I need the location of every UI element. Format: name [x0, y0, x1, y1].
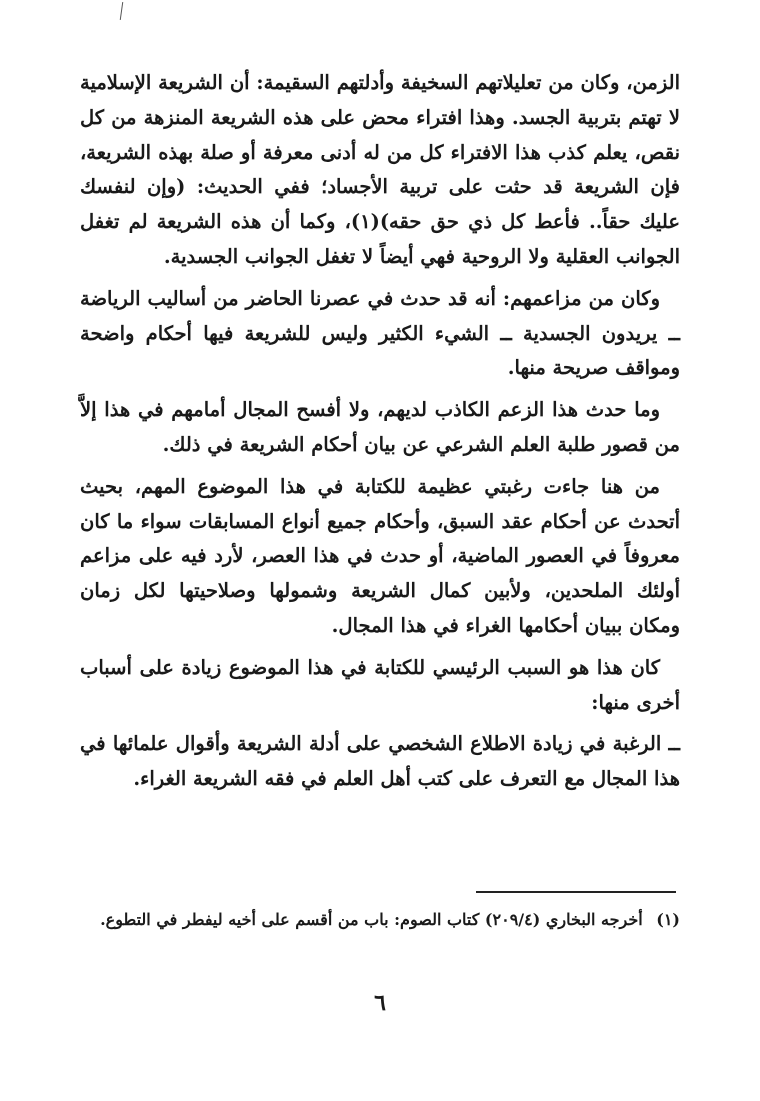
- main-text: [80, 66, 680, 797]
- paragraph-4: من هنا جاءت رغبتي عظيمة للكتابة في هذا الموضوع المهم، بحيث أتحدث عن أحكام عقد السبق، وأحكام جميع أنواع المسابقات سواء ما كان معروفاً في العصور الماضية، أو حدث في هذا العصر، لأرد فيه على مزاعم أولئك الملحدين، ولأبين كمال الشريعة وشمولها وصلاحيتها لكل زمان ومكان ببيان أحكامها الغراء في هذا المجال.: [80, 474, 680, 637]
- footnote-text: أخرجه البخاري (٢٠٩/٤) كتاب الصوم: باب من أقسم على أخيه ليفطر في التطوع.: [100, 910, 643, 929]
- paragraph-5: كان هذا هو السبب الرئيسي للكتابة في هذا الموضوع زيادة على أسباب أخرى منها:: [80, 655, 680, 714]
- paragraph-1: الزمن، وكان من تعليلاتهم السخيفة وأدلتهم السقيمة: أن الشريعة الإسلامية لا تهتم بتربية الجسد. وهذا افتراء محض على هذه الشريعة المنزهة من كل نقص، يعلم كذب هذا الافتراء كل من له أدنى معرفة أو صلة بهذه الشريعة، فإن الشريعة قد حثت على تربية الأجساد؛ ففي الحديث: (وإن لنفسك عليك حقاً.. فأعط كل ذي حق حقه)(١)، وكما أن هذه الشريعة لم تغفل الجوانب العقلية ولا الروحية فهي أيضاً لا تغفل الجوانب الجسدية.: [80, 71, 680, 268]
- page-number: ٦: [374, 990, 386, 1016]
- paragraph-3: وما حدث هذا الزعم الكاذب لديهم، ولا أفسح المجال أمامهم في هذا إلاَّ من قصور طلبة العلم الشرعي عن بيان أحكام الشريعة في ذلك.: [80, 398, 680, 456]
- footnote: [80, 904, 680, 936]
- paragraph-6: ــ الرغبة في زيادة الاطلاع الشخصي على أدلة الشريعة وأقوال علمائها في هذا المجال مع التعرف على كتب أهل العلم في فقه الشريعة الغراء.: [80, 732, 680, 791]
- footnote-number: (١): [656, 910, 680, 929]
- paragraph-2: وكان من مزاعمهم: أنه قد حدث في عصرنا الحاضر من أساليب الرياضة ــ يريدون الجسدية ــ الشيء الكثير وليس للشريعة فيها أحكام واضحة ومواقف صريحة منها.: [80, 286, 680, 380]
- scan-mark: [120, 2, 123, 20]
- footnote-divider: [476, 891, 676, 893]
